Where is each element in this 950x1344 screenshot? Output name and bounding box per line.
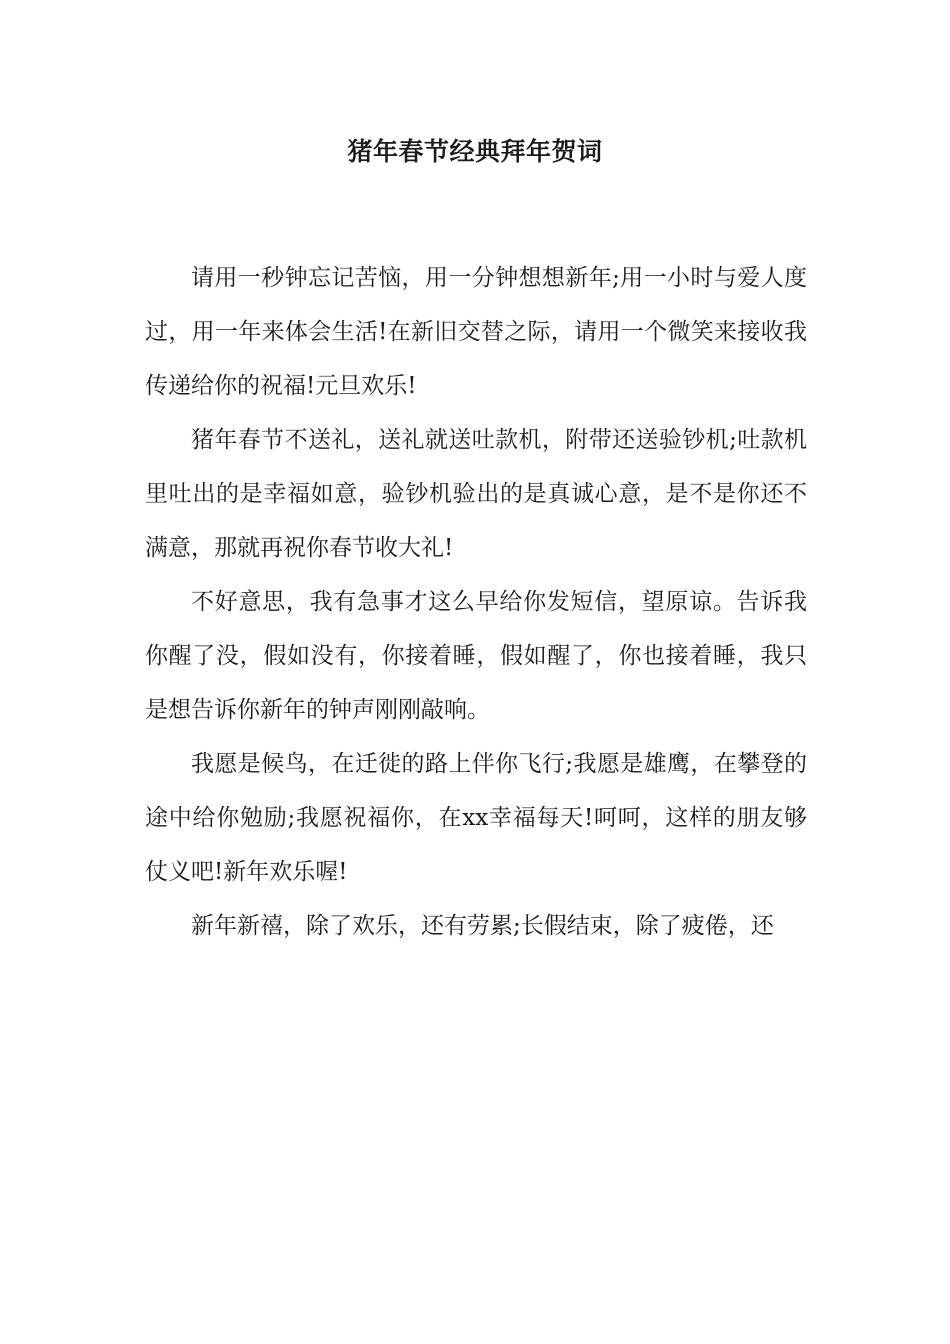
paragraph-2: 猪年春节不送礼，送礼就送吐款机，附带还送验钞机;吐款机里吐出的是幸福如意，验钞机验出的是真诚心意，是不是你还不满意，那就再祝你春节收大礼! <box>145 427 807 561</box>
paragraph-3: 不好意思，我有急事才这么早给你发短信，望原谅。告诉我你醒了没，假如没有，你接着睡，假如醒了，你也接着睡，我只是想告诉你新年的钟声刚刚敲响。 <box>145 589 807 723</box>
document-body <box>145 251 807 953</box>
paragraph-4: 我愿是候鸟，在迁徙的路上伴你飞行;我愿是雄鹰，在攀登的途中给你勉励;我愿祝福你，在xx幸福每天!呵呵，这样的朋友够仗义吧!新年欢乐喔! <box>145 751 807 885</box>
document-title: 猪年春节经典拜年贺词 <box>347 137 603 166</box>
paragraph-5: 新年新禧，除了欢乐，还有劳累;长假结束，除了疲倦，还 <box>191 913 774 939</box>
paragraph-1: 请用一秒钟忘记苦恼，用一分钟想想新年;用一小时与爱人度过，用一年来体会生活!在新旧交替之际，请用一个微笑来接收我传递给你的祝福!元旦欢乐! <box>145 265 807 399</box>
